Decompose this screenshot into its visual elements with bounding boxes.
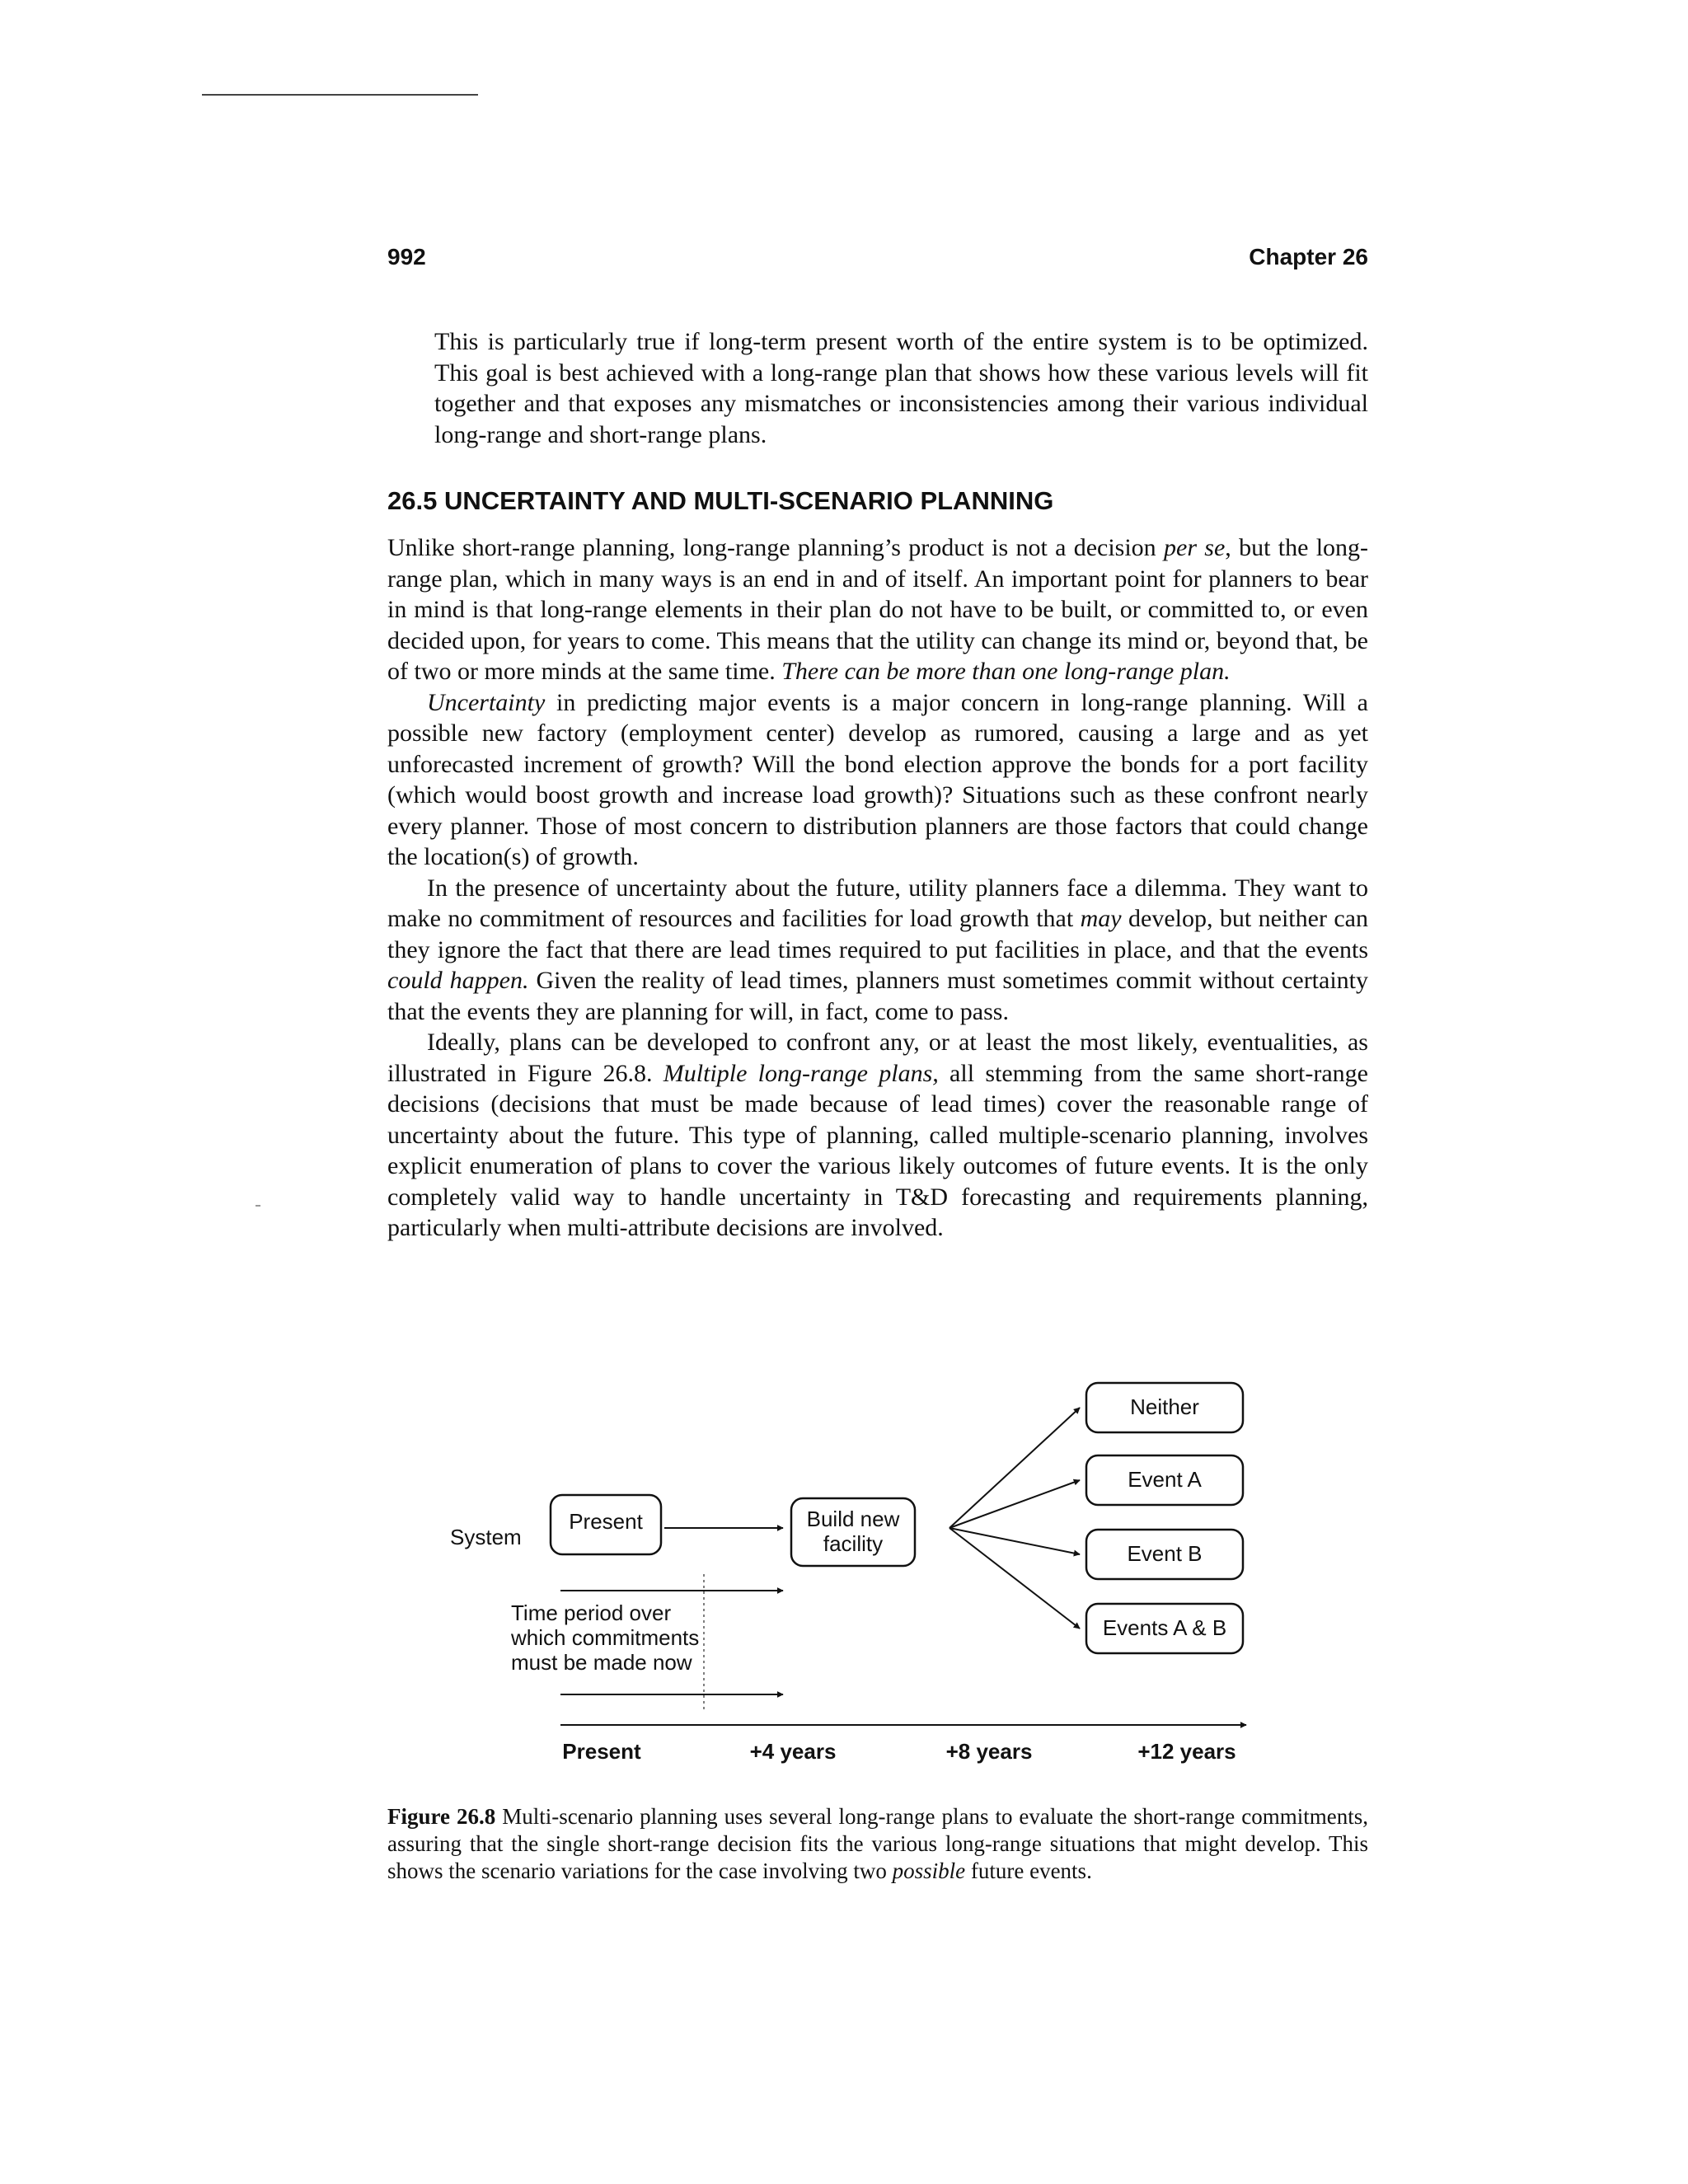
section-heading: 26.5 UNCERTAINTY AND MULTI-SCENARIO PLANNING bbox=[387, 486, 1054, 515]
outcome-label-event-a: Event A bbox=[1128, 1467, 1202, 1492]
outcome-label-events-a-b: Events A & B bbox=[1102, 1615, 1227, 1640]
timeline-label-8-years: +8 years bbox=[945, 1739, 1033, 1764]
scenario-diagram bbox=[429, 1360, 1335, 1788]
branch-arrow-events-a-b bbox=[950, 1528, 1080, 1629]
paragraph-2: Uncertainty in predicting major events is a major concern in long-range planning. Will a possible new factory (employment center) develop as rumored, causing a large and as yet unforecasted increment of growth? Will the bond election approve the bonds for a port facility (which would boost growth and increase load growth)? Situations such as these confront nearly every planner. Those of most concern to distribution planners are those factors that could change the location(s) of growth. bbox=[387, 688, 1368, 870]
chapter-label: Chapter 26 bbox=[1249, 244, 1368, 269]
section-body bbox=[387, 532, 1368, 1244]
caption-label: Figure 26.8 bbox=[387, 1804, 496, 1829]
intro-paragraph: This is particularly true if long-term present worth of the entire system is to be optimized. This goal is best achieved with a long-range plan that shows how these various levels will fit together and that exposes any mismatches or inconsistencies among their various individual long-range and short-range plans. bbox=[434, 328, 1368, 448]
figure-caption: Figure 26.8 Multi-scenario planning uses several long-range plans to evaluate the short-range commitments, assuring that the single short-range decision fits the various long-range situations that might develop. This shows the scenario variations for the case involving two possible future events. bbox=[387, 1804, 1368, 1883]
commitment-note: Time period over which commitments must be made now bbox=[511, 1601, 700, 1675]
timeline-label-present: Present bbox=[562, 1739, 641, 1764]
system-label: System bbox=[450, 1525, 522, 1549]
top-rule bbox=[202, 94, 478, 96]
paragraph-3: In the presence of uncertainty about the future, utility planners face a dilemma. They want to make no commitment of resources and facilities for load growth that may develop, but neither can they ignore the fact that there are lead times required to put facilities in place, and that the events could happen. Given the reality of lead times, planners must sometimes commit without certainty that the events they are planning for will, in fact, come to pass. bbox=[387, 874, 1369, 1025]
paragraph-4: Ideally, plans can be developed to confront any, or at least the most likely, eventualities, as illustrated in Figure 26.8. Multiple long-range plans, all stemming from the same short-range decisions (decisions that must be made because of lead times) cover the reasonable range of uncertainty about the future. This type of planning, called multiple-scenario planning, involves explicit enumeration of plans to cover the various likely outcomes of future events. It is the only completely valid way to handle uncertainty in T&D forecasting and requirements planning, particularly when multi-attribute decisions are involved. bbox=[387, 1029, 1368, 1241]
outcome-label-event-b: Event B bbox=[1127, 1541, 1203, 1566]
timeline-label-4-years: +4 years bbox=[749, 1739, 837, 1764]
branch-arrow-neither bbox=[950, 1408, 1080, 1528]
outcome-label-neither: Neither bbox=[1130, 1394, 1199, 1419]
build-facility-label: Build new facility bbox=[806, 1507, 900, 1556]
margin-mark bbox=[256, 1205, 260, 1207]
branch-arrow-event-a bbox=[950, 1480, 1080, 1528]
timeline-label-12-years: +12 years bbox=[1137, 1739, 1236, 1764]
present-box-label: Present bbox=[569, 1509, 643, 1534]
paragraph-1: Unlike short-range planning, long-range planning’s product is not a decision per se, but the long-range plan, which in many ways is an end in and of itself. An important point for planners to bear in mind is that long-range elements in their plan do not have to be built, or committed to, or even decided upon, for years to come. This means that the utility can change its mind or, beyond that, be of two or more minds at the same time. There can be more than one long-range plan. bbox=[387, 534, 1369, 685]
running-head bbox=[387, 244, 1368, 277]
page-number: 992 bbox=[387, 244, 426, 269]
branch-arrow-event-b bbox=[950, 1528, 1080, 1554]
figure-26-8 bbox=[429, 1360, 1335, 1788]
